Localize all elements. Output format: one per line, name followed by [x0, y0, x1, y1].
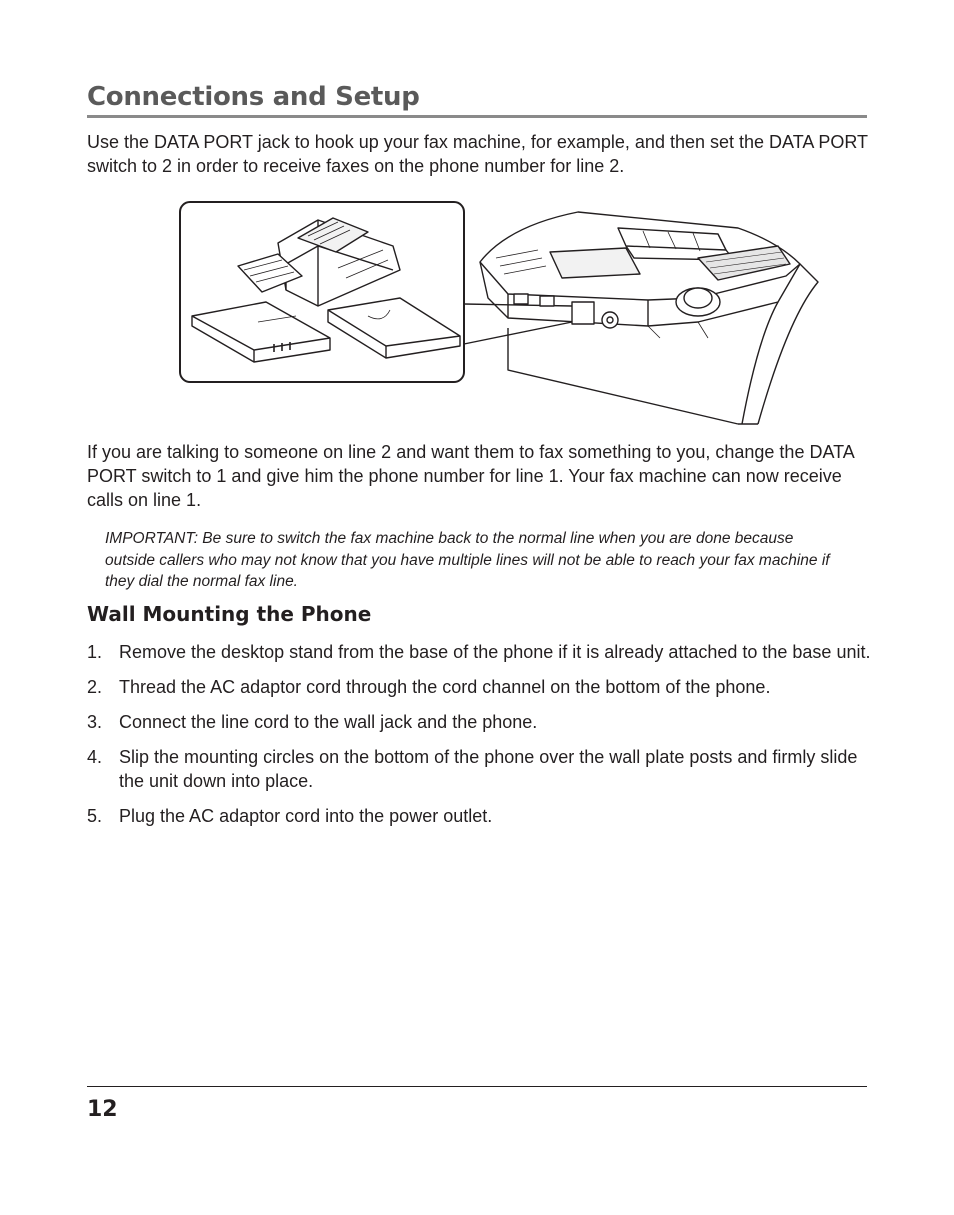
intro-paragraph: Use the DATA PORT jack to hook up your fax machine, for example, and then set the DATA PORT switch to 2 in order to receive faxes on the phone number for line 2.	[87, 132, 868, 176]
list-item	[87, 804, 872, 828]
page-number: 12	[87, 1097, 118, 1122]
step-text: Slip the mounting circles on the bottom of the phone over the wall plate posts and firmly slide the unit down into place.	[119, 747, 858, 791]
section-heading-wall-mounting: Wall Mounting the Phone	[87, 602, 372, 626]
important-note: IMPORTANT: Be sure to switch the fax machine back to the normal line when you are done because outside callers who may not know that you have multiple lines will not be able to reach your fax machine if they dial the normal fax line.	[105, 530, 830, 590]
step-text: Connect the line cord to the wall jack and the phone.	[119, 712, 538, 732]
step-number: 4.	[87, 747, 103, 767]
modem-icon	[328, 298, 460, 358]
list-item	[87, 675, 872, 699]
list-item	[87, 710, 872, 734]
phone-icon	[480, 212, 818, 424]
step-number: 1.	[87, 642, 103, 662]
wall-mounting-steps	[87, 640, 872, 839]
footer-rule	[87, 1086, 867, 1087]
step-number: 5.	[87, 806, 103, 826]
title-rule	[87, 115, 867, 118]
list-item	[87, 640, 872, 664]
modem-icon	[192, 302, 330, 362]
fax-machine-icon	[238, 218, 400, 306]
line-switch-paragraph: If you are talking to someone on line 2 and want them to fax something to you, change the DATA PORT switch to 1 and give him the phone number for line 1. Your fax machine can now receive calls on line 1.	[87, 442, 854, 510]
step-text: Plug the AC adaptor cord into the power outlet.	[119, 806, 493, 826]
step-number: 3.	[87, 712, 103, 732]
data-port-illustration	[178, 198, 828, 430]
page-title: Connections and Setup	[87, 82, 420, 112]
step-number: 2.	[87, 677, 103, 697]
step-text: Remove the desktop stand from the base of the phone if it is already attached to the base unit.	[119, 642, 871, 662]
step-text: Thread the AC adaptor cord through the cord channel on the bottom of the phone.	[119, 677, 771, 697]
list-item	[87, 745, 872, 793]
